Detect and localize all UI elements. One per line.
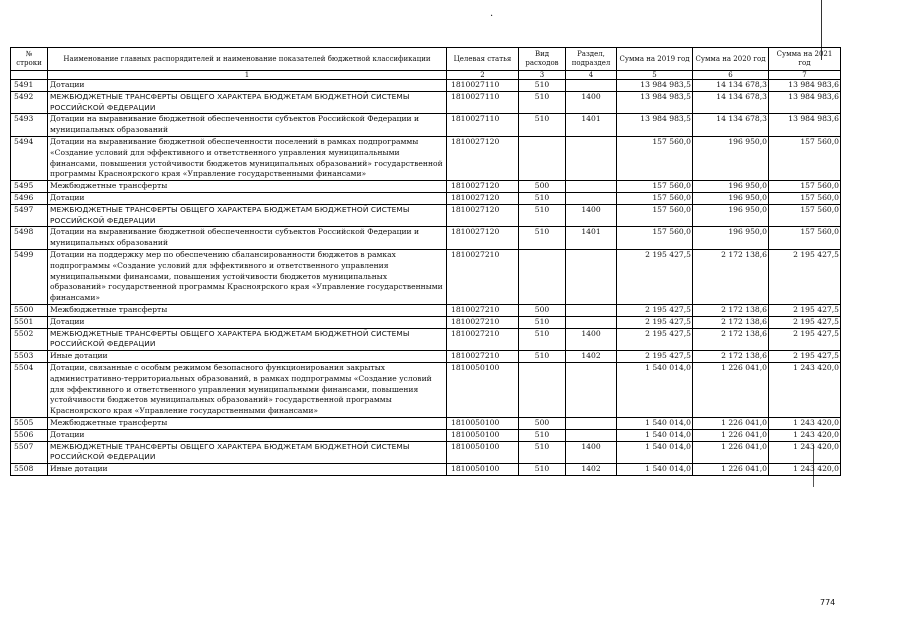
- row-amount-2019: 157 560,0: [617, 192, 693, 204]
- row-section: 1402: [566, 464, 617, 476]
- row-section: [566, 362, 617, 417]
- row-number: 5499: [11, 249, 48, 304]
- row-name: МЕЖБЮДЖЕТНЫЕ ТРАНСФЕРТЫ ОБЩЕГО ХАРАКТЕРА БЮДЖЕТАМ БЮДЖЕТНОЙ СИСТЕМЫ РОССИЙСКОЙ ФЕДЕРАЦИИ: [48, 204, 447, 227]
- header-row-number: № строки: [11, 48, 48, 71]
- table-row: [11, 80, 841, 92]
- row-section: 1400: [566, 204, 617, 227]
- table-row: [11, 429, 841, 441]
- row-amount-2021: 157 560,0: [769, 227, 841, 250]
- row-amount-2020: 196 950,0: [693, 227, 769, 250]
- row-name: МЕЖБЮДЖЕТНЫЕ ТРАНСФЕРТЫ ОБЩЕГО ХАРАКТЕРА БЮДЖЕТАМ БЮДЖЕТНОЙ СИСТЕМЫ РОССИЙСКОЙ ФЕДЕРАЦИИ: [48, 91, 447, 114]
- col-number: [11, 71, 48, 80]
- column-numbers-row: [11, 71, 841, 80]
- table-row: [11, 227, 841, 250]
- row-amount-2020: 2 172 138,6: [693, 304, 769, 316]
- budget-table: [10, 47, 841, 476]
- row-name: Иные дотации: [48, 351, 447, 363]
- row-amount-2020: 14 134 678,3: [693, 91, 769, 114]
- row-number: 5498: [11, 227, 48, 250]
- row-amount-2020: 2 172 138,6: [693, 249, 769, 304]
- row-amount-2020: 1 226 041,0: [693, 417, 769, 429]
- row-number: 5506: [11, 429, 48, 441]
- table-row: [11, 249, 841, 304]
- row-amount-2019: 2 195 427,5: [617, 304, 693, 316]
- row-number: 5500: [11, 304, 48, 316]
- row-amount-2019: 157 560,0: [617, 136, 693, 180]
- table-row: [11, 204, 841, 227]
- row-target: 1810027210: [447, 249, 519, 304]
- row-amount-2021: 1 243 420,0: [769, 362, 841, 417]
- row-target: 1810050100: [447, 417, 519, 429]
- row-amount-2021: 1 243 420,0: [769, 417, 841, 429]
- header-2021: Сумма на 2021 год: [769, 48, 841, 71]
- row-name: Межбюджетные трансферты: [48, 417, 447, 429]
- row-amount-2019: 13 984 983,5: [617, 80, 693, 92]
- row-name: Дотации на выравнивание бюджетной обеспеченности субъектов Российской Федерации и муниципальных образований: [48, 114, 447, 137]
- row-section: [566, 429, 617, 441]
- col-number: 4: [566, 71, 617, 80]
- row-amount-2020: 1 226 041,0: [693, 429, 769, 441]
- row-amount-2020: 2 172 138,6: [693, 328, 769, 351]
- row-section: 1401: [566, 227, 617, 250]
- row-expense-type: 510: [519, 80, 566, 92]
- row-section: [566, 136, 617, 180]
- row-number: 5505: [11, 417, 48, 429]
- row-amount-2019: 1 540 014,0: [617, 464, 693, 476]
- row-expense-type: [519, 136, 566, 180]
- row-name: Межбюджетные трансферты: [48, 304, 447, 316]
- row-number: 5508: [11, 464, 48, 476]
- row-amount-2021: 13 984 983,6: [769, 114, 841, 137]
- row-amount-2019: 2 195 427,5: [617, 328, 693, 351]
- row-amount-2021: 2 195 427,5: [769, 304, 841, 316]
- row-amount-2021: 13 984 983,6: [769, 80, 841, 92]
- row-amount-2021: 1 243 420,0: [769, 441, 841, 464]
- table-row: [11, 304, 841, 316]
- row-target: 1810027210: [447, 316, 519, 328]
- header-name: Наименование главных распорядителей и наименование показателей бюджетной классификации: [48, 48, 447, 71]
- row-amount-2021: 1 243 420,0: [769, 464, 841, 476]
- row-section: 1400: [566, 328, 617, 351]
- row-target: 1810027120: [447, 181, 519, 193]
- table-row: [11, 316, 841, 328]
- row-section: [566, 249, 617, 304]
- row-amount-2021: 157 560,0: [769, 192, 841, 204]
- row-name: МЕЖБЮДЖЕТНЫЕ ТРАНСФЕРТЫ ОБЩЕГО ХАРАКТЕРА БЮДЖЕТАМ БЮДЖЕТНОЙ СИСТЕМЫ РОССИЙСКОЙ ФЕДЕРАЦИИ: [48, 441, 447, 464]
- row-section: 1400: [566, 441, 617, 464]
- row-amount-2021: 2 195 427,5: [769, 249, 841, 304]
- table-row: [11, 351, 841, 363]
- row-number: 5491: [11, 80, 48, 92]
- table-row: [11, 417, 841, 429]
- row-amount-2021: 1 243 420,0: [769, 429, 841, 441]
- row-name: Дотации на поддержку мер по обеспечению сбалансированности бюджетов в рамках подпрограммы «Создание условий для эффективного и ответственного управления муниципальными финансами, повышения устойчивости бюджетов муниципальных образований» государственной программы Красноярского края «Управление государственными финансами»: [48, 249, 447, 304]
- row-amount-2019: 1 540 014,0: [617, 417, 693, 429]
- row-section: 1400: [566, 91, 617, 114]
- row-name: Дотации: [48, 80, 447, 92]
- table-row: [11, 114, 841, 137]
- row-amount-2020: 1 226 041,0: [693, 441, 769, 464]
- table-body: [11, 80, 841, 476]
- table-row: [11, 192, 841, 204]
- row-number: 5501: [11, 316, 48, 328]
- row-name: Дотации на выравнивание бюджетной обеспеченности субъектов Российской Федерации и муниципальных образований: [48, 227, 447, 250]
- row-amount-2020: 196 950,0: [693, 192, 769, 204]
- row-amount-2021: 2 195 427,5: [769, 351, 841, 363]
- header-target: Целевая статья: [447, 48, 519, 71]
- row-expense-type: 510: [519, 441, 566, 464]
- row-section: 1401: [566, 114, 617, 137]
- row-amount-2021: 157 560,0: [769, 136, 841, 180]
- row-name: Дотации на выравнивание бюджетной обеспеченности поселений в рамках подпрограммы «Создание условий для эффективного и ответственного управления муниципальными финансами, повышения устойчивости бюджетов муниципальных образований» государственной программы Красноярского края «Управление государственными финансами»: [48, 136, 447, 180]
- row-target: 1810027210: [447, 328, 519, 351]
- row-target: 1810050100: [447, 362, 519, 417]
- row-number: 5495: [11, 181, 48, 193]
- col-number: 3: [519, 71, 566, 80]
- row-expense-type: 510: [519, 227, 566, 250]
- row-amount-2019: 1 540 014,0: [617, 429, 693, 441]
- table-row: [11, 181, 841, 193]
- row-name: МЕЖБЮДЖЕТНЫЕ ТРАНСФЕРТЫ ОБЩЕГО ХАРАКТЕРА БЮДЖЕТАМ БЮДЖЕТНОЙ СИСТЕМЫ РОССИЙСКОЙ ФЕДЕРАЦИИ: [48, 328, 447, 351]
- row-amount-2019: 2 195 427,5: [617, 351, 693, 363]
- row-expense-type: 510: [519, 192, 566, 204]
- row-amount-2021: 13 984 983,6: [769, 91, 841, 114]
- row-number: 5507: [11, 441, 48, 464]
- row-name: Межбюджетные трансферты: [48, 181, 447, 193]
- row-expense-type: 500: [519, 417, 566, 429]
- row-expense-type: 500: [519, 304, 566, 316]
- row-number: 5492: [11, 91, 48, 114]
- header-2020: Сумма на 2020 год: [693, 48, 769, 71]
- row-amount-2019: 13 984 983,5: [617, 114, 693, 137]
- row-amount-2019: 157 560,0: [617, 227, 693, 250]
- row-expense-type: 510: [519, 464, 566, 476]
- col-number: 2: [447, 71, 519, 80]
- table-row: [11, 362, 841, 417]
- row-amount-2020: 14 134 678,3: [693, 80, 769, 92]
- row-expense-type: [519, 249, 566, 304]
- row-expense-type: 510: [519, 316, 566, 328]
- row-expense-type: 510: [519, 91, 566, 114]
- row-target: 1810027210: [447, 351, 519, 363]
- row-name: Дотации: [48, 192, 447, 204]
- row-target: 1810027120: [447, 192, 519, 204]
- row-amount-2021: 157 560,0: [769, 204, 841, 227]
- table-row: [11, 441, 841, 464]
- row-name: Дотации: [48, 316, 447, 328]
- row-name: Иные дотации: [48, 464, 447, 476]
- row-name: Дотации, связанные с особым режимом безопасного функционирования закрытых административно-территориальных образований, в рамках подпрограммы «Создание условий для эффективного и ответственного управления муниципальными финансами, повышения устойчивости бюджетов муниципальных образований» государственной программы Красноярского края «Управление государственными финансами»: [48, 362, 447, 417]
- row-expense-type: 500: [519, 181, 566, 193]
- row-section: [566, 181, 617, 193]
- row-section: [566, 417, 617, 429]
- row-section: [566, 80, 617, 92]
- row-target: 1810027210: [447, 304, 519, 316]
- row-amount-2020: 196 950,0: [693, 136, 769, 180]
- row-amount-2019: 2 195 427,5: [617, 249, 693, 304]
- row-section: [566, 192, 617, 204]
- row-target: 1810027110: [447, 114, 519, 137]
- row-expense-type: [519, 362, 566, 417]
- header-section: Раздел, подраздел: [566, 48, 617, 71]
- row-number: 5502: [11, 328, 48, 351]
- stray-mark: .: [490, 8, 494, 19]
- col-number: 7: [769, 71, 841, 80]
- row-amount-2020: 1 226 041,0: [693, 464, 769, 476]
- table-row: [11, 328, 841, 351]
- row-amount-2020: 196 950,0: [693, 181, 769, 193]
- header-2019: Сумма на 2019 год: [617, 48, 693, 71]
- row-target: 1810027110: [447, 91, 519, 114]
- header-expense-type: Вид расходов: [519, 48, 566, 71]
- row-target: 1810027110: [447, 80, 519, 92]
- row-expense-type: 510: [519, 351, 566, 363]
- row-amount-2020: 2 172 138,6: [693, 316, 769, 328]
- row-section: 1402: [566, 351, 617, 363]
- row-expense-type: 510: [519, 328, 566, 351]
- row-amount-2019: 157 560,0: [617, 204, 693, 227]
- row-expense-type: 510: [519, 204, 566, 227]
- row-target: 1810050100: [447, 464, 519, 476]
- row-number: 5503: [11, 351, 48, 363]
- row-amount-2020: 196 950,0: [693, 204, 769, 227]
- row-target: 1810050100: [447, 441, 519, 464]
- col-number: 5: [617, 71, 693, 80]
- col-number: 6: [693, 71, 769, 80]
- row-number: 5494: [11, 136, 48, 180]
- row-amount-2019: 1 540 014,0: [617, 441, 693, 464]
- table-row: [11, 136, 841, 180]
- row-amount-2019: 1 540 014,0: [617, 362, 693, 417]
- header-row: [11, 48, 841, 71]
- row-name: Дотации: [48, 429, 447, 441]
- row-amount-2020: 14 134 678,3: [693, 114, 769, 137]
- row-amount-2020: 1 226 041,0: [693, 362, 769, 417]
- row-target: 1810027120: [447, 136, 519, 180]
- row-target: 1810027120: [447, 227, 519, 250]
- col-number: 1: [48, 71, 447, 80]
- table-row: [11, 91, 841, 114]
- row-number: 5497: [11, 204, 48, 227]
- row-amount-2020: 2 172 138,6: [693, 351, 769, 363]
- row-target: 1810027120: [447, 204, 519, 227]
- row-number: 5496: [11, 192, 48, 204]
- row-section: [566, 316, 617, 328]
- row-amount-2021: 2 195 427,5: [769, 316, 841, 328]
- row-section: [566, 304, 617, 316]
- row-amount-2019: 157 560,0: [617, 181, 693, 193]
- table-row: [11, 464, 841, 476]
- row-expense-type: 510: [519, 114, 566, 137]
- row-number: 5493: [11, 114, 48, 137]
- row-number: 5504: [11, 362, 48, 417]
- row-expense-type: 510: [519, 429, 566, 441]
- row-amount-2021: 157 560,0: [769, 181, 841, 193]
- row-amount-2019: 13 984 983,5: [617, 91, 693, 114]
- row-amount-2019: 2 195 427,5: [617, 316, 693, 328]
- row-amount-2021: 2 195 427,5: [769, 328, 841, 351]
- row-target: 1810050100: [447, 429, 519, 441]
- page-number: 774: [820, 598, 836, 607]
